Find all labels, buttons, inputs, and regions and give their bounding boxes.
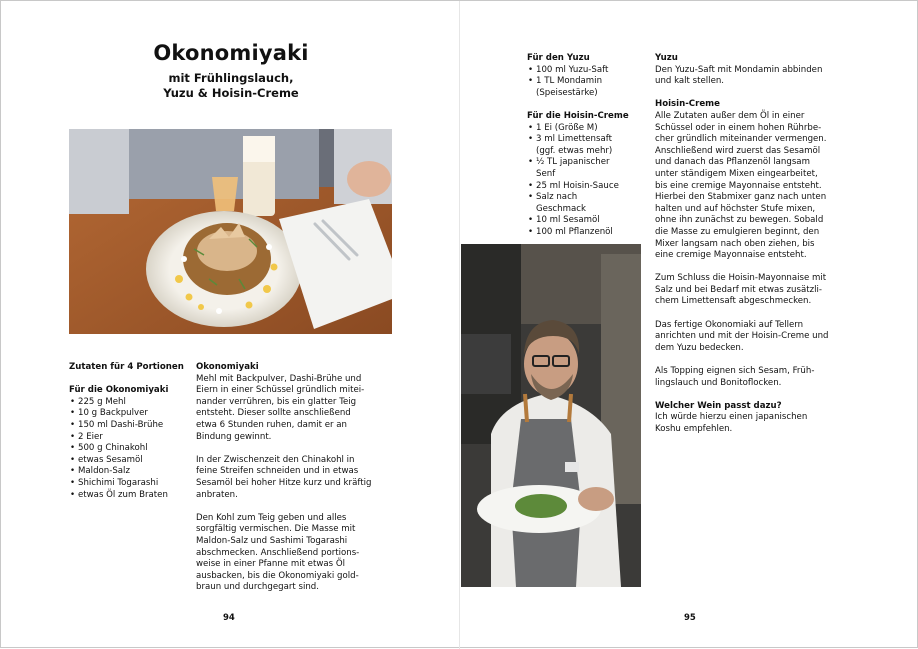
ingredients-column [69, 362, 191, 501]
chef-photo [461, 244, 641, 587]
hoisin-ingredient-list [527, 123, 649, 239]
subtitle-line-1: mit Frühlingslauch, [168, 71, 294, 85]
method-heading: Okonomiyaki [196, 362, 259, 372]
method-column-left [196, 362, 396, 605]
yuzu-ingredients-heading: Für den Yuzu [527, 53, 590, 63]
okonomiyaki-ingredient-list [69, 397, 191, 501]
finish-paragraph-3: Als Topping eignen sich Sesam, Früh- lingslauch und Bonitoflocken. [655, 366, 815, 388]
method-paragraph-3: Den Kohl zum Teig geben und alles sorgfältig vermischen. Die Masse mit Maldon-Salz und Sashimi Togarashi abschmecken. Anschließend portions- weise in einer Pfanne mit etwas Öl ausbacken, bis die Okonomiyaki gold- braun und durchgegart sind. [196, 512, 360, 593]
subtitle-line-2: Yuzu & Hoisin-Creme [163, 86, 299, 100]
list-item: • 10 ml Sesamöl [527, 215, 649, 227]
method-column-right [655, 53, 855, 447]
page-number-left: 94 [223, 613, 235, 623]
dish-photo [69, 129, 392, 334]
recipe-title: Okonomiyaki [153, 41, 309, 65]
wine-heading: Welcher Wein passt dazu? [655, 400, 782, 411]
method-paragraph-2: In der Zwischenzeit den Chinakohl in feine Streifen schneiden und in etwas Sesamöl bei hoher Hitze kurz und kräftig anbraten. [196, 454, 372, 500]
okonomiyaki-ingredients-heading: Für die Okonomiyaki [69, 385, 169, 396]
list-item: • 3 ml Limettensaft (ggf. etwas mehr) [527, 134, 649, 157]
page-gutter [459, 1, 460, 649]
list-item: • 1 Ei (Größe M) [527, 123, 649, 135]
list-item: • Maldon-Salz [69, 466, 191, 478]
hoisin-ingredients-heading: Für die Hoisin-Creme [527, 110, 629, 121]
wine-text: Ich würde hierzu einen japanischen Koshu empfehlen. [655, 412, 808, 434]
list-item: • ½ TL japanischer Senf [527, 157, 649, 180]
list-item: • 100 ml Pflanzenöl [527, 227, 649, 239]
list-item: • Shichimi Togarashi [69, 478, 191, 490]
list-item: • etwas Öl zum Braten [69, 490, 191, 502]
list-item: • Salz nach Geschmack [527, 192, 649, 215]
yuzu-ingredient-list [527, 65, 649, 100]
ingredients-column-right [527, 53, 649, 239]
list-item: • 25 ml Hoisin-Sauce [527, 181, 649, 193]
list-item: • 225 g Mehl [69, 397, 191, 409]
list-item: • 500 g Chinakohl [69, 443, 191, 455]
list-item: • etwas Sesamöl [69, 455, 191, 467]
list-item: • 100 ml Yuzu-Saft [527, 65, 649, 77]
hoisin-method-heading: Hoisin-Creme [655, 99, 720, 110]
list-item: • 10 g Backpulver [69, 408, 191, 420]
finish-paragraph-2: Das fertige Okonomiaki auf Tellern anrichten und mit der Hoisin-Creme und dem Yuzu bedecken. [655, 319, 829, 353]
hoisin-method-text: Alle Zutaten außer dem Öl in einer Schüssel oder in einem hohen Rührbe- cher gründlich miteinander vermengen. Anschließend wird zuerst das Sesamöl und danach das Pflanzenöl langsam unter ständigem Mixen eingearbeitet, bis eine cremige Mayonnaise entsteht. Hierbei den Stabmixer ganz nach unten halten und auf höchster Stufe mixen, ohne ihn zunächst zu bewegen. Sobald die Masse zu emulgieren beginnt, den Mixer langsam nach oben ziehen, bis eine cremige Mayonnaise entsteht. [655, 110, 827, 261]
list-item: • 2 Eier [69, 432, 191, 444]
ingredients-heading: Zutaten für 4 Portionen [69, 362, 184, 372]
page-number-right: 95 [684, 613, 696, 623]
yuzu-method-text: Den Yuzu-Saft mit Mondamin abbinden und kalt stellen. [655, 64, 823, 87]
yuzu-method-heading: Yuzu [655, 53, 678, 63]
recipe-subtitle [121, 71, 341, 101]
list-item: • 150 ml Dashi-Brühe [69, 420, 191, 432]
finish-paragraph-1: Zum Schluss die Hoisin-Mayonnaise mit Salz und bei Bedarf mit etwas zusätzli- chem Limettensaft abgeschmecken. [655, 273, 827, 307]
method-paragraph-1: Mehl mit Backpulver, Dashi-Brühe und Eiern in einer Schüssel gründlich mitei- nander verrühren, bis ein glatter Teig entsteht. Dieser sollte anschließend etwa 6 Stunden ruhen, damit er an Bindung gewinnt. [196, 373, 365, 442]
list-item: • 1 TL Mondamin (Speisestärke) [527, 76, 649, 99]
